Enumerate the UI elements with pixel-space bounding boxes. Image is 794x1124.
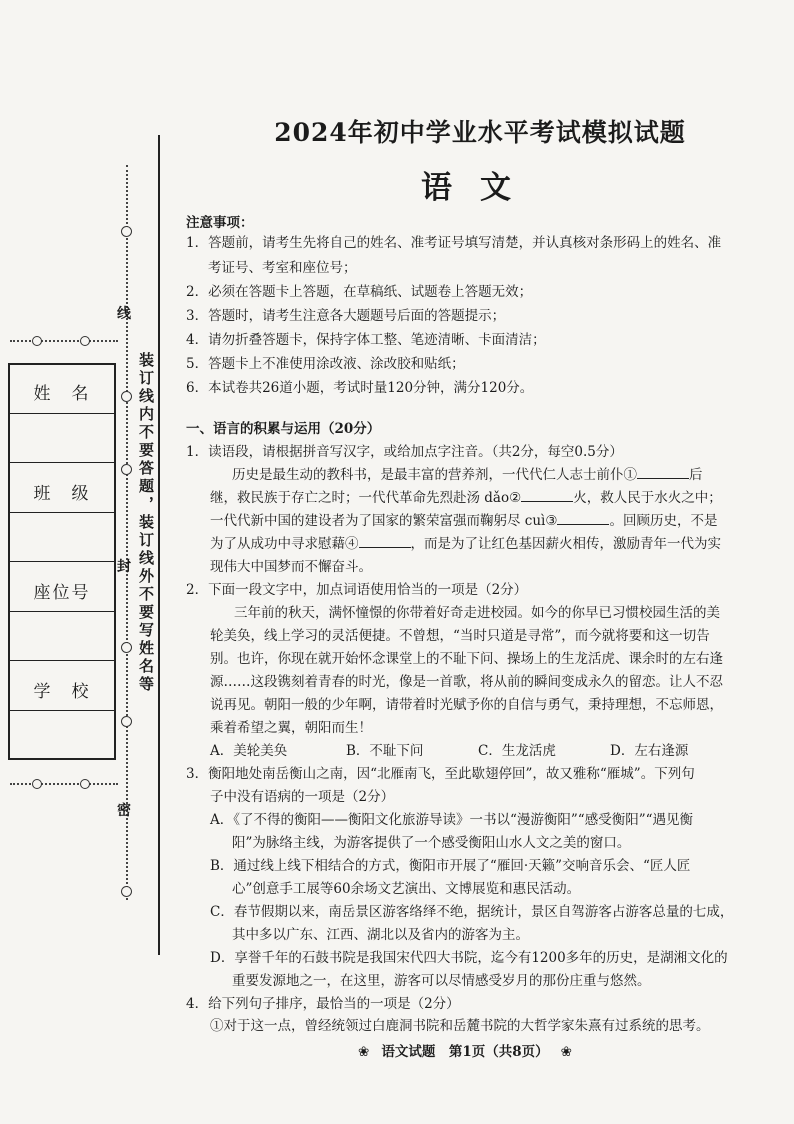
answer-blank-2[interactable]	[521, 489, 573, 502]
info-row-seat[interactable]	[10, 562, 114, 612]
section-heading: 一、语言的积累与运用（20分）	[186, 421, 381, 437]
side-dotted-line-bottom	[10, 783, 118, 785]
binding-dotted-line	[126, 165, 128, 900]
q1-line: 历史是最生动的教科书，是最丰富的营养剂，一代代仁人志士前仆① 后	[232, 467, 703, 483]
footer-ornament-icon: ❀	[560, 1044, 572, 1060]
exam-title: 2024年初中学业水平考试模拟试题	[274, 118, 686, 147]
binding-knot	[121, 391, 132, 402]
info-row-school[interactable]	[10, 661, 114, 711]
footer-text: 语文试题 第1页（共8页）	[381, 1044, 549, 1060]
info-row-class-blank[interactable]	[10, 513, 114, 562]
answer-blank-4[interactable]	[359, 535, 411, 548]
q1-line: 现伟大中国梦而不懈奋斗。	[210, 559, 372, 575]
q2-line: 三年前的秋天，满怀憧憬的你带着好奇走进校园。如今的你早已习惯校园生活的美	[234, 605, 720, 621]
binding-knot	[121, 716, 132, 727]
question-1-stem: 1．读语段，请根据拼音写汉字，或给加点字注音。（共2分，每空0.5分）	[186, 444, 623, 460]
notice-item: 2．必须在答题卡上答题，在草稿纸、试题卷上答题无效；	[186, 284, 533, 300]
info-row-name[interactable]	[10, 365, 114, 414]
info-row-school-blank[interactable]	[10, 711, 114, 758]
q3-option-a: A．《了不得的衡阳——衡阳文化旅游导读》一书以“漫游衡阳”“感受衡阳”“遇见衡	[210, 812, 694, 828]
q3-option-b-cont: 心”创意手工展等60余场文艺演出、文博展览和惠民活动。	[232, 881, 581, 897]
info-row-name-blank[interactable]	[10, 414, 114, 463]
info-row-seat-blank[interactable]	[10, 612, 114, 661]
q3-option-c: C．春节假期以来，南岳景区游客络绎不绝，据统计，景区自驾游客占游客总量的七成，	[210, 904, 734, 920]
q2-line: 乘着希望之翼，朝阳而生！	[210, 720, 372, 736]
binding-vertical-note: 装订线内不要答题，装订线外不要写姓名等	[137, 352, 155, 694]
q1-line: 继，救民族于存亡之时；一代代革命先烈赴汤 dǎo② 火，救人民于水火之中；	[210, 490, 722, 506]
notice-item: 4．请勿折叠答题卡，保持字体工整、笔迹清晰、卡面清洁；	[186, 332, 546, 348]
q2-option-b: B．不耻下问	[346, 743, 424, 759]
answer-blank-1[interactable]	[637, 466, 689, 479]
subject-title: 语文	[421, 170, 539, 206]
question-2-stem: 2．下面一段文字中，加点词语使用恰当的一项是（2分）	[186, 582, 528, 598]
notice-item: 5．答题卡上不准使用涂改液、涂改胶和贴纸；	[186, 356, 465, 372]
q1-line: 为了从成功中寻求慰藉④ ，而是为了让红色基因薪火相传，激励青年一代为实	[210, 536, 721, 552]
q1-line: 一代代新中国的建设者为了国家的繁荣富强而鞠躬尽 cuì③ 。回顾历史，不是	[210, 513, 718, 529]
q2-option-d: D．左右逢源	[610, 743, 689, 759]
question-4-stem: 4．给下列句子排序，最恰当的一项是（2分）	[186, 996, 460, 1012]
student-info-box	[8, 363, 116, 760]
binding-knot	[121, 464, 132, 475]
q2-line: 说再见。朝阳一般的少年啊，请带着时光赋予你的自信与勇气，秉持理想，不忘师恩，	[210, 697, 723, 713]
q2-line: 源……这段镌刻着青春的时光，像是一首歌，将从前的瞬间变成永久的留恋。让人不忍	[210, 674, 723, 690]
info-label-class: 班 级	[33, 484, 91, 504]
q2-line: 别。也许，你现在就开始怀念课堂上的不耻下问、操场上的生龙活虎、课余时的左右逢	[210, 651, 723, 667]
q3-option-c-cont: 其中多以广东、江西、湖北以及省内的游客为主。	[232, 927, 529, 943]
info-label-name: 姓 名	[33, 384, 91, 404]
notice-item: 1．答题前，请考生先将自己的姓名、准考证号填写清楚，并认真核对条形码上的姓名、准	[186, 235, 722, 251]
q3-option-b: B．通过线上线下相结合的方式，衡阳市开展了“雁回·天籁”交响音乐会、“匠人匠	[210, 858, 691, 874]
binding-knot	[121, 226, 132, 237]
info-row-class[interactable]	[10, 463, 114, 513]
q4-sentence-1: ①对于这一点，曾经统领过白鹿洞书院和岳麓书院的大哲学家朱熹有过系统的思考。	[210, 1018, 710, 1034]
binding-knot	[121, 642, 132, 653]
q3-option-d: D．享誉千年的石鼓书院是我国宋代四大书院，迄今有1200多年的历史，是湖湘文化的	[210, 950, 728, 966]
q3-option-d-cont: 重要发源地之一，在这里，游客可以尽情感受岁月的那份庄重与悠然。	[232, 973, 651, 989]
side-dotted-line-top	[10, 340, 118, 342]
page-footer	[300, 1040, 630, 1060]
question-3-stem: 3．衡阳地处南岳衡山之南，因“北雁南飞，至此歇翅停回”，故又雅称“雁城”。下列句	[186, 766, 695, 782]
binding-rule-line	[158, 135, 160, 955]
notice-item: 3．答题时，请考生注意各大题题号后面的答题提示；	[186, 308, 506, 324]
binding-knot	[121, 886, 132, 897]
q2-option-c: C．生龙活虎	[478, 743, 556, 759]
binding-word-mi: 密	[117, 803, 131, 819]
notice-item: 6．本试卷共26道小题，考试时量120分钟，满分120分。	[186, 380, 534, 396]
notice-item: 考证号、考室和座位号；	[208, 260, 357, 276]
question-3-stem: 子中没有语病的一项是（2分）	[210, 789, 395, 805]
info-label-school: 学 校	[33, 682, 91, 702]
notice-heading: 注意事项：	[186, 215, 254, 231]
answer-blank-3[interactable]	[557, 512, 609, 525]
q2-line: 轮美奂，线上学习的灵活便捷。不曾想，“当时只道是寻常”，而今就将要和这一切告	[210, 628, 710, 644]
q2-option-a: A．美轮美奂	[210, 743, 288, 759]
binding-word-xian: 线	[117, 306, 131, 322]
q3-option-a-cont: 阳”为脉络主线，为游客提供了一个感受衡阳山水人文之美的窗口。	[232, 835, 631, 851]
footer-ornament-icon: ❀	[358, 1044, 370, 1060]
info-label-seat: 座位号	[33, 583, 91, 603]
binding-word-feng: 封	[117, 559, 131, 575]
